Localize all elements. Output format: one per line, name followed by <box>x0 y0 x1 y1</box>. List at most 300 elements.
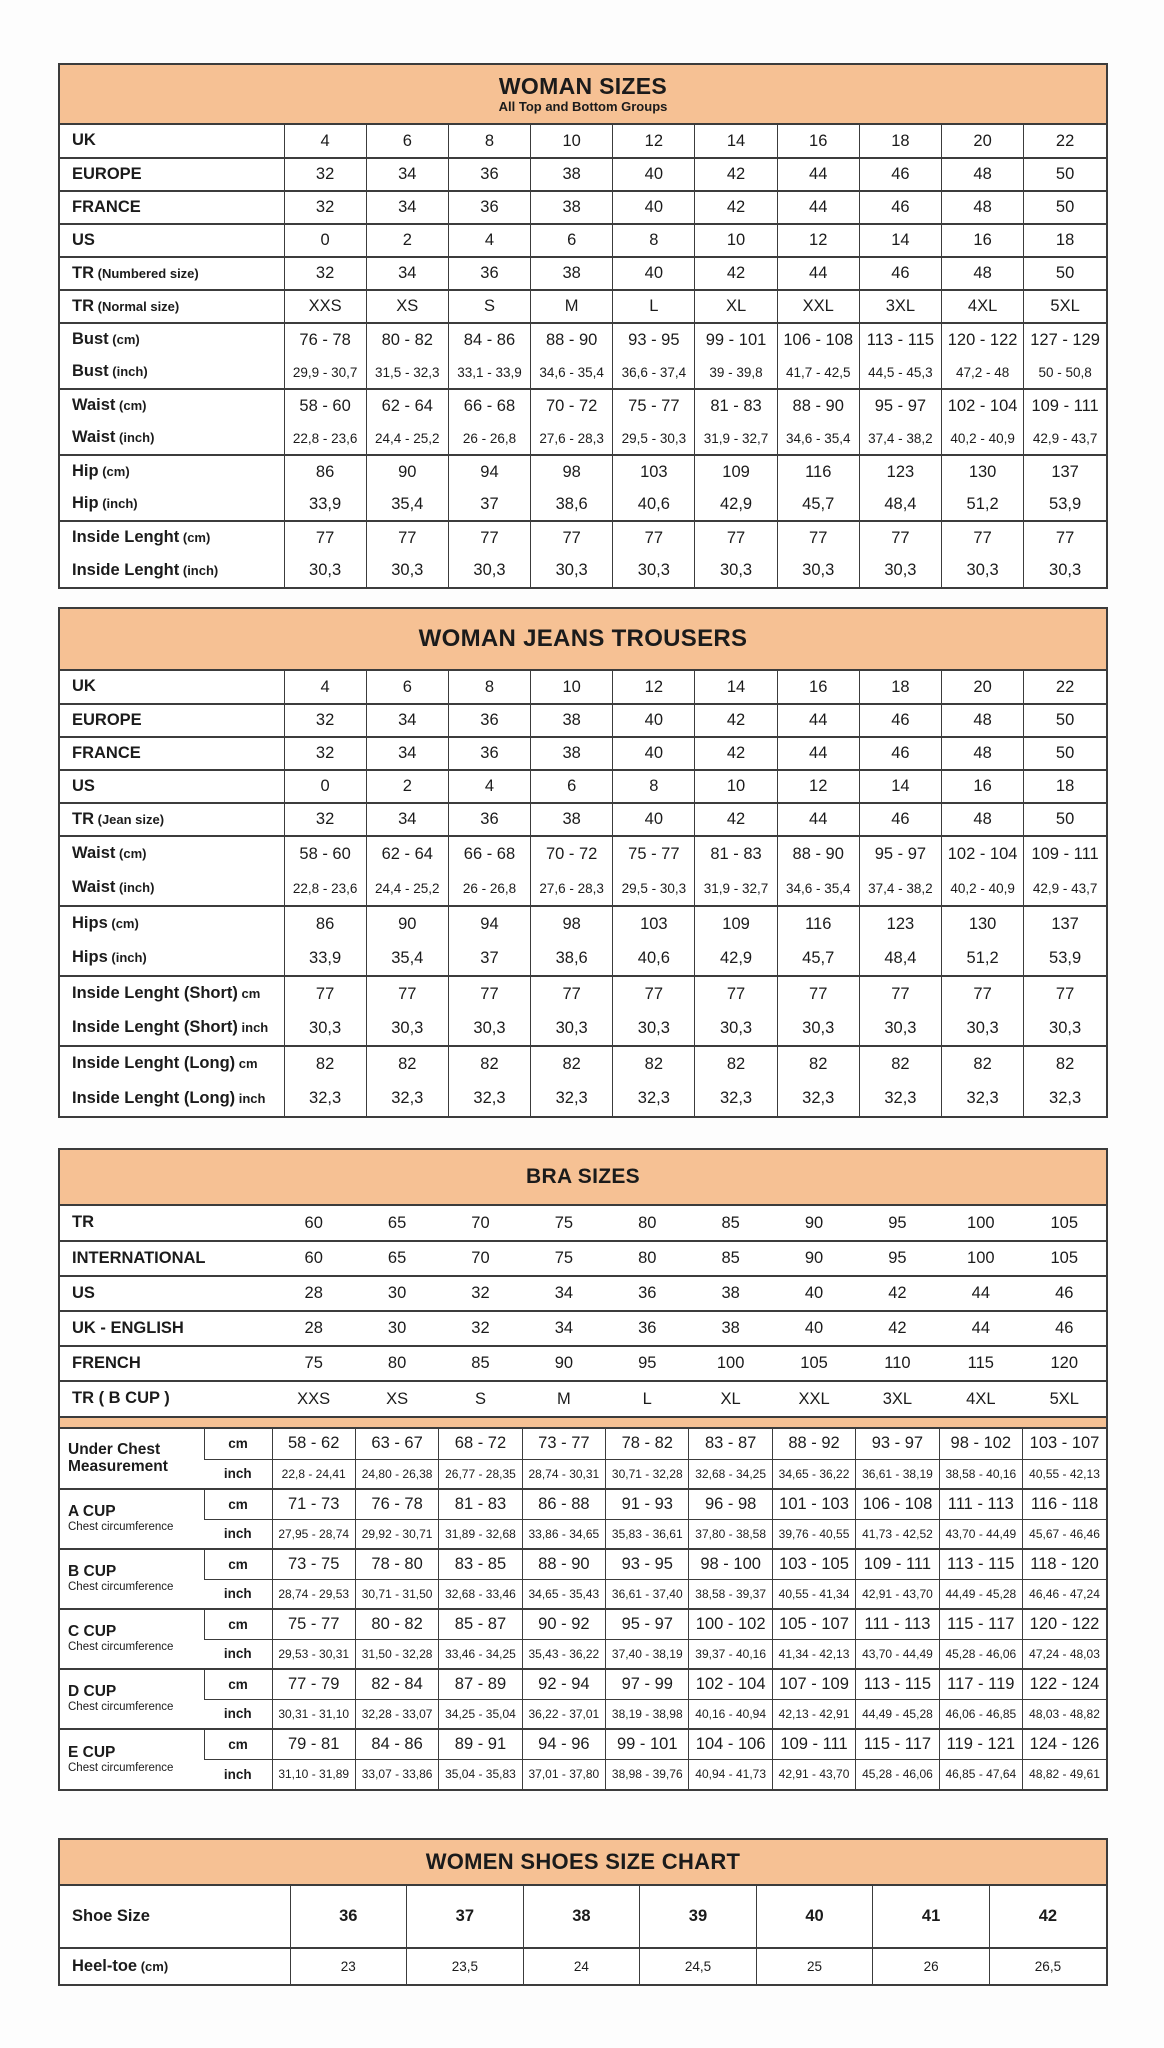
table-row <box>60 1609 1106 1639</box>
value-cell: 95 - 97 <box>606 1609 689 1639</box>
table-row <box>60 455 1106 488</box>
row-label: Waist (cm) <box>60 836 284 871</box>
value-cell: 32,3 <box>613 1081 695 1116</box>
value-cell: 32,68 - 34,25 <box>689 1459 772 1489</box>
value-cell: 22,8 - 23,6 <box>284 871 366 906</box>
value-cell: 75 <box>272 1346 355 1381</box>
value-cell: 40 <box>772 1276 855 1311</box>
value-cell: 42,91 - 43,70 <box>772 1759 855 1789</box>
row-label: INTERNATIONAL <box>60 1241 272 1276</box>
value-cell: 42 <box>695 257 777 290</box>
value-cell: 137 <box>1024 906 1106 941</box>
value-cell: 82 <box>448 1046 530 1081</box>
value-cell: 46 <box>1023 1311 1106 1346</box>
value-cell: 20 <box>942 671 1024 704</box>
value-cell: 12 <box>777 224 859 257</box>
value-cell: 82 <box>695 1046 777 1081</box>
value-cell: 27,6 - 28,3 <box>531 871 613 906</box>
value-cell: 42 <box>695 191 777 224</box>
section-title: WOMAN SIZES <box>498 73 668 100</box>
value-cell: 94 <box>448 455 530 488</box>
row-label: TR <box>72 1213 94 1231</box>
value-cell: 118 - 120 <box>1023 1549 1106 1579</box>
value-cell: 113 - 115 <box>856 1669 939 1699</box>
value-cell: 29,92 - 30,71 <box>355 1519 438 1549</box>
value-cell: 6 <box>531 770 613 803</box>
value-cell: 30,3 <box>531 1011 613 1046</box>
value-cell: 79 - 81 <box>272 1729 355 1759</box>
table-row <box>60 521 1106 554</box>
value-cell: L <box>613 290 695 323</box>
value-cell: 119 - 121 <box>939 1729 1022 1759</box>
table-row <box>60 1639 1106 1669</box>
table-row <box>60 191 1106 224</box>
value-cell: 99 - 101 <box>695 323 777 356</box>
value-cell: S <box>439 1381 522 1416</box>
value-cell: 0 <box>284 224 366 257</box>
value-cell: 40,16 - 40,94 <box>689 1699 772 1729</box>
value-cell: 30,3 <box>448 554 530 587</box>
value-cell: 94 <box>448 906 530 941</box>
value-cell: 46 <box>859 257 941 290</box>
value-cell: 37 <box>448 941 530 976</box>
bra-cup-measurement-table <box>60 1429 1106 1789</box>
value-cell: 43,70 - 44,49 <box>939 1519 1022 1549</box>
value-cell: 44 <box>777 158 859 191</box>
value-cell: 50 <box>1024 803 1106 836</box>
value-cell: 94 - 96 <box>522 1729 605 1759</box>
value-cell: 38,6 <box>531 941 613 976</box>
value-cell: 46 <box>859 704 941 737</box>
value-cell: 77 <box>1024 521 1106 554</box>
value-cell: M <box>522 1381 605 1416</box>
row-label: TR ( B CUP ) <box>60 1381 272 1416</box>
value-cell: 36,22 - 37,01 <box>522 1699 605 1729</box>
value-cell: 45,7 <box>777 488 859 521</box>
value-cell: 42,9 - 43,7 <box>1024 422 1106 455</box>
value-cell: 44 <box>777 191 859 224</box>
row-label: C CUP Chest circumference <box>60 1609 204 1669</box>
section-title: WOMAN JEANS TROUSERS <box>418 624 748 652</box>
value-cell: 39,37 - 40,16 <box>689 1639 772 1669</box>
table-row <box>60 1519 1106 1549</box>
value-cell: 71 - 73 <box>272 1489 355 1519</box>
value-cell: 48,4 <box>859 488 941 521</box>
value-cell: 80 <box>355 1346 438 1381</box>
value-cell: 88 - 90 <box>531 323 613 356</box>
value-cell: 123 <box>859 455 941 488</box>
value-cell: 4 <box>284 671 366 704</box>
value-cell: 4 <box>448 224 530 257</box>
value-cell: 75 - 77 <box>272 1609 355 1639</box>
woman-sizes-header <box>60 65 1106 125</box>
row-label: Shoe Size <box>72 1906 150 1925</box>
value-cell: 16 <box>777 125 859 158</box>
section-subtitle: All Top and Bottom Groups <box>498 98 668 114</box>
value-cell: XXS <box>272 1381 355 1416</box>
value-cell: 22,8 - 24,41 <box>272 1459 355 1489</box>
value-cell: 95 <box>856 1241 939 1276</box>
value-cell: 103 <box>613 455 695 488</box>
value-cell: 75 <box>554 1213 574 1232</box>
value-cell: 4 <box>284 125 366 158</box>
value-cell: 111 - 113 <box>939 1489 1022 1519</box>
value-cell: 95 - 97 <box>859 389 941 422</box>
value-cell: 46,85 - 47,64 <box>939 1759 1022 1789</box>
value-cell: 23 <box>290 1948 407 1984</box>
value-cell: 65 <box>387 1213 407 1232</box>
value-cell: 58 - 62 <box>272 1429 355 1459</box>
value-cell: 26,77 - 28,35 <box>439 1459 522 1489</box>
value-cell: 2 <box>366 224 448 257</box>
row-label: US <box>60 1276 272 1311</box>
value-cell: 30,3 <box>777 1011 859 1046</box>
value-cell: 77 <box>695 976 777 1011</box>
value-cell: 109 - 111 <box>772 1729 855 1759</box>
value-cell: 88 - 90 <box>522 1549 605 1579</box>
women-shoes-table <box>60 1886 1106 1984</box>
value-cell: 35,4 <box>366 941 448 976</box>
value-cell: 109 <box>695 455 777 488</box>
table-row <box>60 1459 1106 1489</box>
value-cell: 98 - 102 <box>939 1429 1022 1459</box>
value-cell: 32,3 <box>777 1081 859 1116</box>
value-cell: 36 <box>448 158 530 191</box>
value-cell: XL <box>695 290 777 323</box>
value-cell: 26,5 <box>989 1948 1106 1984</box>
value-cell: 42 <box>695 158 777 191</box>
value-cell: 84 - 86 <box>448 323 530 356</box>
value-cell: 35,43 - 36,22 <box>522 1639 605 1669</box>
value-cell: 102 - 104 <box>689 1669 772 1699</box>
value-cell: 44 <box>939 1276 1022 1311</box>
value-cell: 24,5 <box>640 1948 757 1984</box>
value-cell: 41 <box>873 1886 990 1948</box>
table-row <box>60 158 1106 191</box>
value-cell: 33,46 - 34,25 <box>439 1639 522 1669</box>
value-cell: 8 <box>613 224 695 257</box>
value-cell: 82 - 84 <box>355 1669 438 1699</box>
value-cell: 53,9 <box>1024 488 1106 521</box>
value-cell: 30,3 <box>613 1011 695 1046</box>
value-cell: 90 <box>366 906 448 941</box>
value-cell: 24,80 - 26,38 <box>355 1459 438 1489</box>
value-cell: 32,3 <box>284 1081 366 1116</box>
value-cell: 33,9 <box>284 941 366 976</box>
value-cell: 96 - 98 <box>689 1489 772 1519</box>
value-cell: 18 <box>859 671 941 704</box>
value-cell: 42,91 - 43,70 <box>856 1579 939 1609</box>
value-cell: 36 <box>448 257 530 290</box>
value-cell: 113 - 115 <box>939 1549 1022 1579</box>
unit-cell: inch <box>204 1519 272 1549</box>
value-cell: 116 - 118 <box>1023 1489 1106 1519</box>
row-label: Bust (inch) <box>72 362 148 380</box>
value-cell: 32 <box>284 803 366 836</box>
unit-cell: inch <box>204 1459 272 1489</box>
value-cell: 31,89 - 32,68 <box>439 1519 522 1549</box>
value-cell: 102 - 104 <box>942 389 1024 422</box>
table-row <box>60 1241 1106 1276</box>
value-cell: 58 - 60 <box>284 836 366 871</box>
value-cell: 82 <box>366 1046 448 1081</box>
value-cell: 45,28 - 46,06 <box>939 1639 1022 1669</box>
value-cell: 82 <box>531 1046 613 1081</box>
value-cell: XS <box>366 290 448 323</box>
value-cell: 35,4 <box>366 488 448 521</box>
value-cell: 51,2 <box>942 941 1024 976</box>
value-cell: 32,3 <box>942 1081 1024 1116</box>
value-cell: 77 <box>531 976 613 1011</box>
value-cell: 105 <box>1050 1213 1079 1232</box>
value-cell: 77 - 79 <box>272 1669 355 1699</box>
row-label: FRENCH <box>60 1346 272 1381</box>
value-cell: 82 <box>942 1046 1024 1081</box>
value-cell: 41,7 - 42,5 <box>777 356 859 389</box>
value-cell: 36 <box>606 1311 689 1346</box>
table-row <box>60 941 1106 976</box>
value-cell: 88 - 92 <box>772 1429 855 1459</box>
value-cell: 76 - 78 <box>284 323 366 356</box>
row-label: E CUP Chest circumference <box>60 1729 204 1789</box>
value-cell: 36 <box>448 191 530 224</box>
value-cell: 81 - 83 <box>695 389 777 422</box>
value-cell: 38,58 - 40,16 <box>939 1459 1022 1489</box>
woman-sizes-section <box>58 63 1108 589</box>
woman-sizes-table <box>60 125 1106 587</box>
value-cell: 66 - 68 <box>448 389 530 422</box>
row-label: Bust (cm) <box>60 323 284 356</box>
value-cell: 124 - 126 <box>1023 1729 1106 1759</box>
value-cell: XL <box>689 1381 772 1416</box>
value-cell: 93 - 95 <box>606 1549 689 1579</box>
value-cell: 91 - 93 <box>606 1489 689 1519</box>
woman-jeans-trousers-section <box>58 607 1108 1118</box>
value-cell: 130 <box>942 455 1024 488</box>
section-title: BRA SIZES <box>526 1165 640 1189</box>
value-cell: XXL <box>777 290 859 323</box>
value-cell: 95 - 97 <box>859 836 941 871</box>
value-cell: 98 - 100 <box>689 1549 772 1579</box>
value-cell: 30,71 - 31,50 <box>355 1579 438 1609</box>
value-cell: XXL <box>772 1381 855 1416</box>
value-cell: 88 - 90 <box>777 836 859 871</box>
value-cell: 20 <box>942 125 1024 158</box>
value-cell: 31,50 - 32,28 <box>355 1639 438 1669</box>
value-cell: 88 - 90 <box>777 389 859 422</box>
value-cell: 78 - 82 <box>606 1429 689 1459</box>
value-cell: 82 <box>777 1046 859 1081</box>
value-cell: 103 - 107 <box>1023 1429 1106 1459</box>
value-cell: 103 - 105 <box>772 1549 855 1579</box>
value-cell: 34 <box>366 737 448 770</box>
table-row <box>60 1729 1106 1759</box>
value-cell: 77 <box>777 521 859 554</box>
value-cell: 40,2 - 40,9 <box>942 871 1024 906</box>
value-cell: 47,2 - 48 <box>942 356 1024 389</box>
value-cell: 34,6 - 35,4 <box>531 356 613 389</box>
value-cell: 38,19 - 38,98 <box>606 1699 689 1729</box>
value-cell: 29,9 - 30,7 <box>284 356 366 389</box>
value-cell: 22 <box>1024 125 1106 158</box>
value-cell: 32 <box>439 1311 522 1346</box>
value-cell: 34 <box>366 257 448 290</box>
value-cell: 40 <box>613 158 695 191</box>
value-cell: 32 <box>284 704 366 737</box>
value-cell: 10 <box>531 125 613 158</box>
value-cell: 30,3 <box>942 554 1024 587</box>
value-cell: 29,5 - 30,3 <box>613 422 695 455</box>
row-label: Heel-toe (cm) <box>60 1948 290 1984</box>
value-cell: 34,65 - 35,43 <box>522 1579 605 1609</box>
section-title: WOMEN SHOES SIZE CHART <box>425 1848 741 1874</box>
unit-cell: inch <box>204 1759 272 1789</box>
bra-sizes-section <box>58 1148 1108 1791</box>
row-label: UK <box>72 131 96 149</box>
value-cell: 12 <box>613 671 695 704</box>
value-cell: 26 <box>873 1948 990 1984</box>
table-row <box>60 224 1106 257</box>
table-row <box>60 290 1106 323</box>
row-label: Under Chest Measurement <box>68 1440 168 1475</box>
value-cell: 63 - 67 <box>355 1429 438 1459</box>
value-cell: 4 <box>448 770 530 803</box>
value-cell: 115 - 117 <box>939 1609 1022 1639</box>
value-cell: 102 - 104 <box>942 836 1024 871</box>
value-cell: 50 <box>1024 257 1106 290</box>
value-cell: 77 <box>613 521 695 554</box>
table-row <box>60 1346 1106 1381</box>
row-label: US <box>60 770 284 803</box>
value-cell: 40,6 <box>613 488 695 521</box>
table-row <box>60 1046 1106 1081</box>
value-cell: 75 - 77 <box>613 389 695 422</box>
value-cell: 116 <box>777 455 859 488</box>
value-cell: 77 <box>531 521 613 554</box>
value-cell: 16 <box>942 224 1024 257</box>
value-cell: 42 <box>695 704 777 737</box>
table-row <box>60 257 1106 290</box>
value-cell: 68 - 72 <box>439 1429 522 1459</box>
value-cell: 30,3 <box>695 554 777 587</box>
value-cell: 77 <box>448 976 530 1011</box>
value-cell: 77 <box>859 521 941 554</box>
table-row <box>60 488 1106 521</box>
value-cell: 78 - 80 <box>355 1549 438 1579</box>
value-cell: 32 <box>284 191 366 224</box>
value-cell: 42 <box>695 737 777 770</box>
value-cell: 14 <box>695 125 777 158</box>
value-cell: 36,61 - 38,19 <box>856 1459 939 1489</box>
value-cell: 46 <box>859 191 941 224</box>
value-cell: 34 <box>366 158 448 191</box>
value-cell: 37 <box>448 488 530 521</box>
value-cell: 40,6 <box>613 941 695 976</box>
value-cell: 30,31 - 31,10 <box>272 1699 355 1729</box>
value-cell: 40 <box>772 1311 855 1346</box>
value-cell: 101 - 103 <box>772 1489 855 1519</box>
value-cell: 38 <box>531 803 613 836</box>
bra-table-divider <box>60 1416 1106 1429</box>
value-cell: 86 <box>284 906 366 941</box>
table-row <box>60 356 1106 389</box>
value-cell: 40,55 - 41,34 <box>772 1579 855 1609</box>
value-cell: 81 - 83 <box>439 1489 522 1519</box>
value-cell: 16 <box>777 671 859 704</box>
value-cell: 32,3 <box>366 1081 448 1116</box>
table-row <box>60 1381 1106 1416</box>
value-cell: 36,6 - 37,4 <box>613 356 695 389</box>
value-cell: 32,3 <box>859 1081 941 1116</box>
value-cell: 73 - 75 <box>272 1549 355 1579</box>
table-row <box>60 836 1106 871</box>
table-row <box>60 1669 1106 1699</box>
value-cell: 48,82 - 49,61 <box>1023 1759 1106 1789</box>
value-cell: 89 - 91 <box>439 1729 522 1759</box>
value-cell: 30,3 <box>448 1011 530 1046</box>
value-cell: 30,71 - 32,28 <box>606 1459 689 1489</box>
table-row <box>60 1489 1106 1519</box>
value-cell: 40,55 - 42,13 <box>1023 1459 1106 1489</box>
value-cell: 70 <box>439 1241 522 1276</box>
value-cell: 30,3 <box>777 554 859 587</box>
value-cell: 30,3 <box>366 1011 448 1046</box>
value-cell: XXS <box>284 290 366 323</box>
value-cell: 33,86 - 34,65 <box>522 1519 605 1549</box>
value-cell: 40 <box>613 191 695 224</box>
value-cell: 77 <box>859 976 941 1011</box>
value-cell: 44 <box>777 257 859 290</box>
table-row <box>60 671 1106 704</box>
value-cell: 80 - 82 <box>355 1609 438 1639</box>
value-cell: 33,1 - 33,9 <box>448 356 530 389</box>
row-label: Hip (inch) <box>72 494 138 512</box>
value-cell: 30,3 <box>366 554 448 587</box>
value-cell: 47,24 - 48,03 <box>1023 1639 1106 1669</box>
value-cell: 39 - 39,8 <box>695 356 777 389</box>
value-cell: 100 <box>689 1346 772 1381</box>
value-cell: 28 <box>272 1311 355 1346</box>
value-cell: 58 - 60 <box>284 389 366 422</box>
value-cell: 10 <box>531 671 613 704</box>
table-row <box>60 1311 1106 1346</box>
value-cell: 77 <box>613 976 695 1011</box>
value-cell: 4XL <box>942 290 1024 323</box>
value-cell: 115 <box>939 1346 1022 1381</box>
value-cell: XS <box>355 1381 438 1416</box>
value-cell: 107 - 109 <box>772 1669 855 1699</box>
value-cell: 34,25 - 35,04 <box>439 1699 522 1729</box>
value-cell: 46 <box>859 803 941 836</box>
value-cell: 80 - 82 <box>366 323 448 356</box>
value-cell: 32 <box>439 1276 522 1311</box>
value-cell: 48 <box>942 257 1024 290</box>
table-row <box>60 1948 1106 1984</box>
value-cell: 44 <box>777 803 859 836</box>
row-label: Hip (cm) <box>60 455 284 488</box>
value-cell: 34,6 - 35,4 <box>777 871 859 906</box>
value-cell: 40,94 - 41,73 <box>689 1759 772 1789</box>
value-cell: 42,9 <box>695 488 777 521</box>
value-cell: 77 <box>1024 976 1106 1011</box>
value-cell: 42,9 - 43,7 <box>1024 871 1106 906</box>
table-row <box>60 1206 1106 1241</box>
value-cell: 12 <box>777 770 859 803</box>
value-cell: 32 <box>284 737 366 770</box>
value-cell: 37,40 - 38,19 <box>606 1639 689 1669</box>
row-label: D CUP Chest circumference <box>60 1669 204 1729</box>
value-cell: 82 <box>1024 1046 1106 1081</box>
